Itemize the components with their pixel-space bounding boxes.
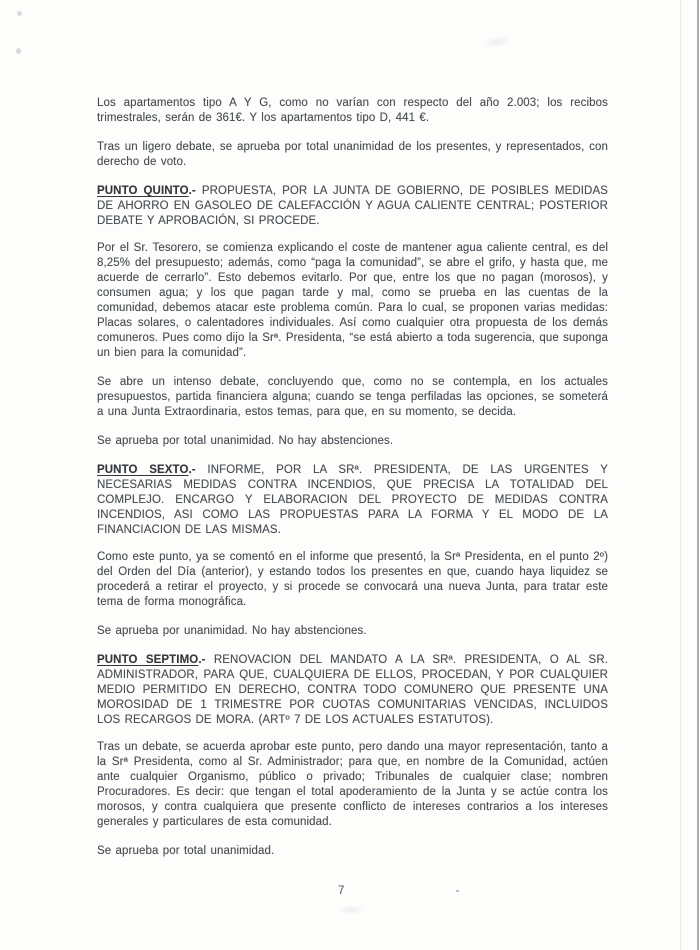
scan-shadow-line bbox=[680, 0, 681, 950]
paragraph-approval-point5: Se aprueba por total unanimidad. No hay abstenciones. bbox=[97, 435, 394, 447]
paragraph-treasurer-report: Por el Sr. Tesorero, se comienza explicando el coste de mantener agua caliente central, es del 8,25% del presupuesto; además, como “paga la comunidad”, se abre el grifo, y hasta que, me acuerde de cerrarlo”. Esto debemos evitarlo. Por que, entre los que no pagan (morosos), y consumen agua; y los que pagan tarde y mal, como se prueba en las cuentas de la comunidad, debemos atacar este problema común. Para lo cual, se proponen varias medidas: Placas solares, o calentadores individuales. Así como cualquier otra propuesta de los demás comuneros. Pues como dijo la Srª. Presidenta, “se está abierto a toda sugerencia, que suponga un bien para la comunidad”. bbox=[97, 242, 608, 359]
heading-title: PUNTO SEPTIMO bbox=[97, 654, 199, 666]
heading-title: PUNTO QUINTO bbox=[97, 185, 189, 197]
paragraph-approval-point7: Se aprueba por total unanimidad. bbox=[97, 845, 275, 857]
document-content bbox=[97, 96, 608, 873]
paragraph-mandate-renewal: Tras un debate, se acuerda aprobar este punto, pero dando una mayor representación, tanto a la Srª Presidenta, como al Sr. Administrador; para que, en nombre de la Comunidad, actúen ante cualquier Organismo, público o privado; Tribunales de cualquier clase; nombren Procuradores. Es decir: que tengan el total apoderamiento de la Junta y se actúe contra los morosos, y contra cualquiera que presente conflicto de intereses contrarios a los intereses generales y particulares de esta comunidad. bbox=[97, 741, 608, 828]
heading-separator: .- bbox=[198, 654, 206, 666]
page-number: 7 bbox=[338, 885, 345, 897]
section-heading-punto-septimo bbox=[97, 653, 608, 728]
heading-text: RENOVACION DEL MANDATO A LA SRª. PRESIDENTA, O AL SR. ADMINISTRADOR, PARA QUE, CUALQUIERA DE ELLOS, PROCEDAN, Y POR CUALQUIER MEDIO PERMITIDO EN DERECHO, CONTRA TODO COMUNERO QUE PRESENTE UNA MOROSIDAD DE 1 TRIMESTRE POR CUOTAS COMUNITARIAS VENCIDAS, INCLUIDOS LOS RECARGOS DE MORA. (ARTº 7 DE LOS ACTUALES ESTATUTOS). bbox=[97, 654, 609, 726]
scan-speck bbox=[17, 11, 22, 16]
scan-smudge bbox=[338, 905, 364, 915]
paper-edge-line bbox=[697, 0, 699, 950]
paragraph-fire-measures: Como este punto, ya se comentó en el informe que presentó, la Srª Presidenta, en el punto 2º) del Orden del Día (anterior), y estando todos los presentes en que, cuando haya liquidez se procederá a retirar el proyecto, y si procede se convocará una nueva Junta, para tratar este tema de forma monográfica. bbox=[97, 551, 608, 608]
heading-text: PROPUESTA, POR LA JUNTA DE GOBIERNO, DE POSIBLES MEDIDAS DE AHORRO EN GASOLEO DE CALEFACCIÓN Y AGUA CALIENTE CENTRAL; POSTERIOR DEBATE Y APROBACIÓN, SI PROCEDE. bbox=[97, 185, 609, 227]
paragraph-approval-point6: Se aprueba por unanimidad. No hay abstenciones. bbox=[97, 625, 367, 637]
scan-speck bbox=[456, 890, 459, 892]
heading-text: INFORME, POR LA SRª. PRESIDENTA, DE LAS URGENTES Y NECESARIAS MEDIDAS CONTRA INCENDIOS, QUE PRECISA LA TOTALIDAD DEL COMPLEJO. ENCARGO Y ELABORACION DEL PROYECTO DE MEDIDAS CONTRA INCENDIOS, ASI COMO LAS PROPUESTAS PARA LA FORMA Y EL MODO DE LA FINANCIACION DE LAS MISMAS. bbox=[97, 464, 608, 536]
section-heading-punto-quinto bbox=[97, 184, 608, 229]
paragraph-apartments-fees: Los apartamentos tipo A Y G, como no varían con respecto del año 2.003; los recibos trimestrales, serán de 361€. Y los apartamentos tipo D, 441 €. bbox=[97, 97, 608, 124]
heading-separator: .- bbox=[188, 464, 196, 476]
heading-title: PUNTO SEXTO bbox=[97, 464, 189, 476]
scan-speck bbox=[16, 48, 21, 54]
paragraph-debate-conclusion: Se abre un intenso debate, concluyendo que, como no se contempla, en los actuales presupuestos, partida financiera alguna; cuando se tenga perfiladas las opciones, se someterá a una Junta Extraordinaria, estos temas, para que, en su momento, se decida. bbox=[97, 376, 608, 418]
heading-separator: .- bbox=[188, 185, 196, 197]
section-heading-punto-sexto bbox=[97, 463, 608, 538]
scan-smudge bbox=[481, 34, 512, 50]
paragraph-approval-point4: Tras un ligero debate, se aprueba por total unanimidad de los presentes, y representados, con derecho de voto. bbox=[97, 141, 608, 168]
